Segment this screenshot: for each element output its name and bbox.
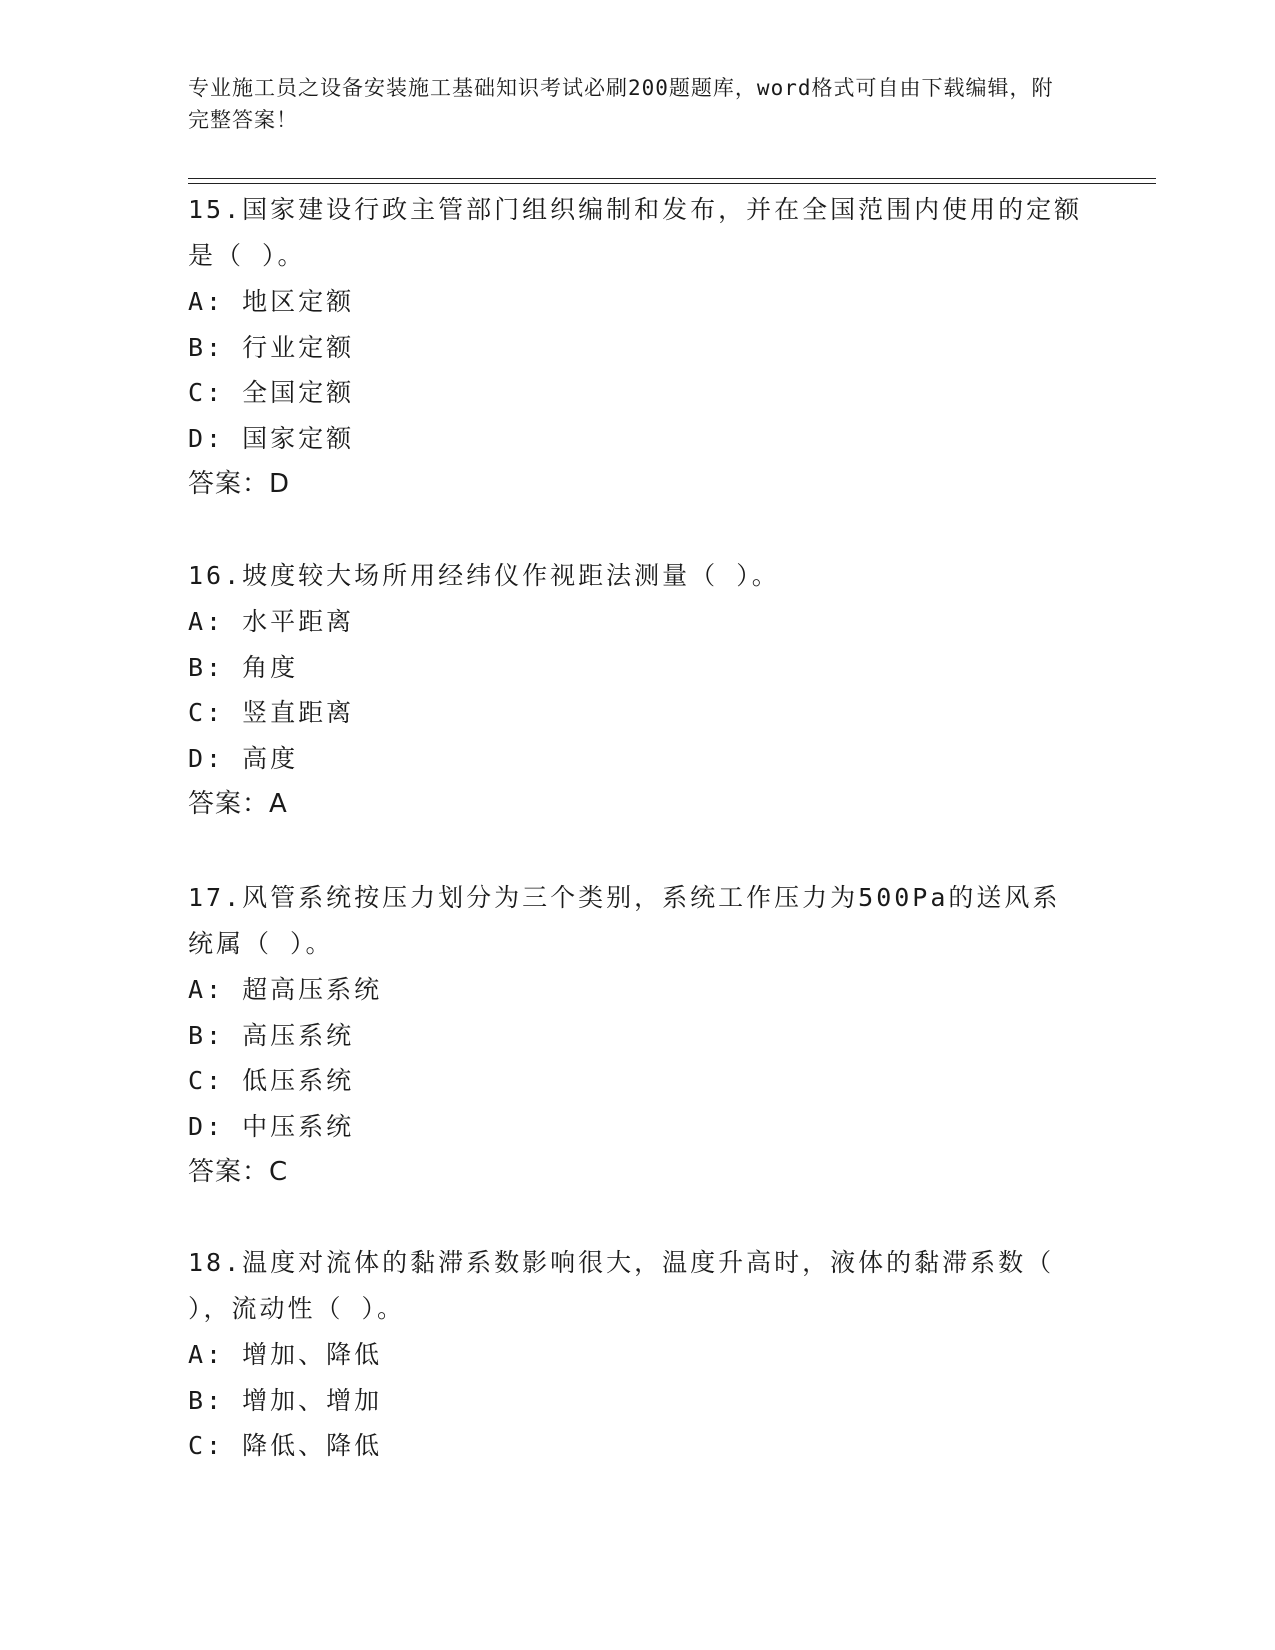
answer: 答案：C (188, 1157, 289, 1187)
question-stem: 15.国家建设行政主管部门组织编制和发布，并在全国范围内使用的定额是（ ）。 (188, 195, 1083, 270)
option-a: A: 地区定额 (188, 287, 355, 316)
option-a: A: 增加、降低 (188, 1340, 383, 1369)
option-b: B: 行业定额 (188, 332, 355, 362)
question-stem: 17.风管系统按压力划分为三个类别，系统工作压力为500Pa的送风系统属（ ）。 (188, 883, 1061, 958)
option-d: D: 国家定额 (188, 423, 355, 453)
option-a: A: 超高压系统 (188, 975, 383, 1004)
option-a: A: 水平距离 (188, 607, 355, 636)
option-b: B: 高压系统 (188, 1020, 355, 1050)
option-c: C: 竖直距离 (188, 698, 355, 727)
option-d: D: 高度 (188, 743, 299, 773)
question-18 (188, 1240, 1088, 1469)
header-divider-top (188, 178, 1156, 179)
answer: 答案：A (188, 789, 288, 819)
option-b: B: 角度 (188, 652, 299, 682)
question-stem: 16.坡度较大场所用经纬仪作视距法测量（ ）。 (188, 561, 780, 590)
question-17 (188, 875, 1088, 1195)
option-c: C: 低压系统 (188, 1066, 355, 1095)
option-d: D: 中压系统 (188, 1111, 355, 1141)
answer: 答案：D (188, 469, 291, 499)
question-16 (188, 553, 1088, 827)
document-header: 专业施工员之设备安装施工基础知识考试必刷200题题库，word格式可自由下载编辑，附完整答案！ (188, 76, 1054, 132)
option-c: C: 全国定额 (188, 378, 355, 407)
question-stem: 18.温度对流体的黏滞系数影响很大，温度升高时，液体的黏滞系数（ ），流动性（ ）。 (188, 1248, 1055, 1323)
option-b: B: 增加、增加 (188, 1385, 383, 1415)
option-c: C: 降低、降低 (188, 1431, 383, 1460)
header-divider-bottom (188, 183, 1156, 184)
question-15 (188, 187, 1088, 507)
